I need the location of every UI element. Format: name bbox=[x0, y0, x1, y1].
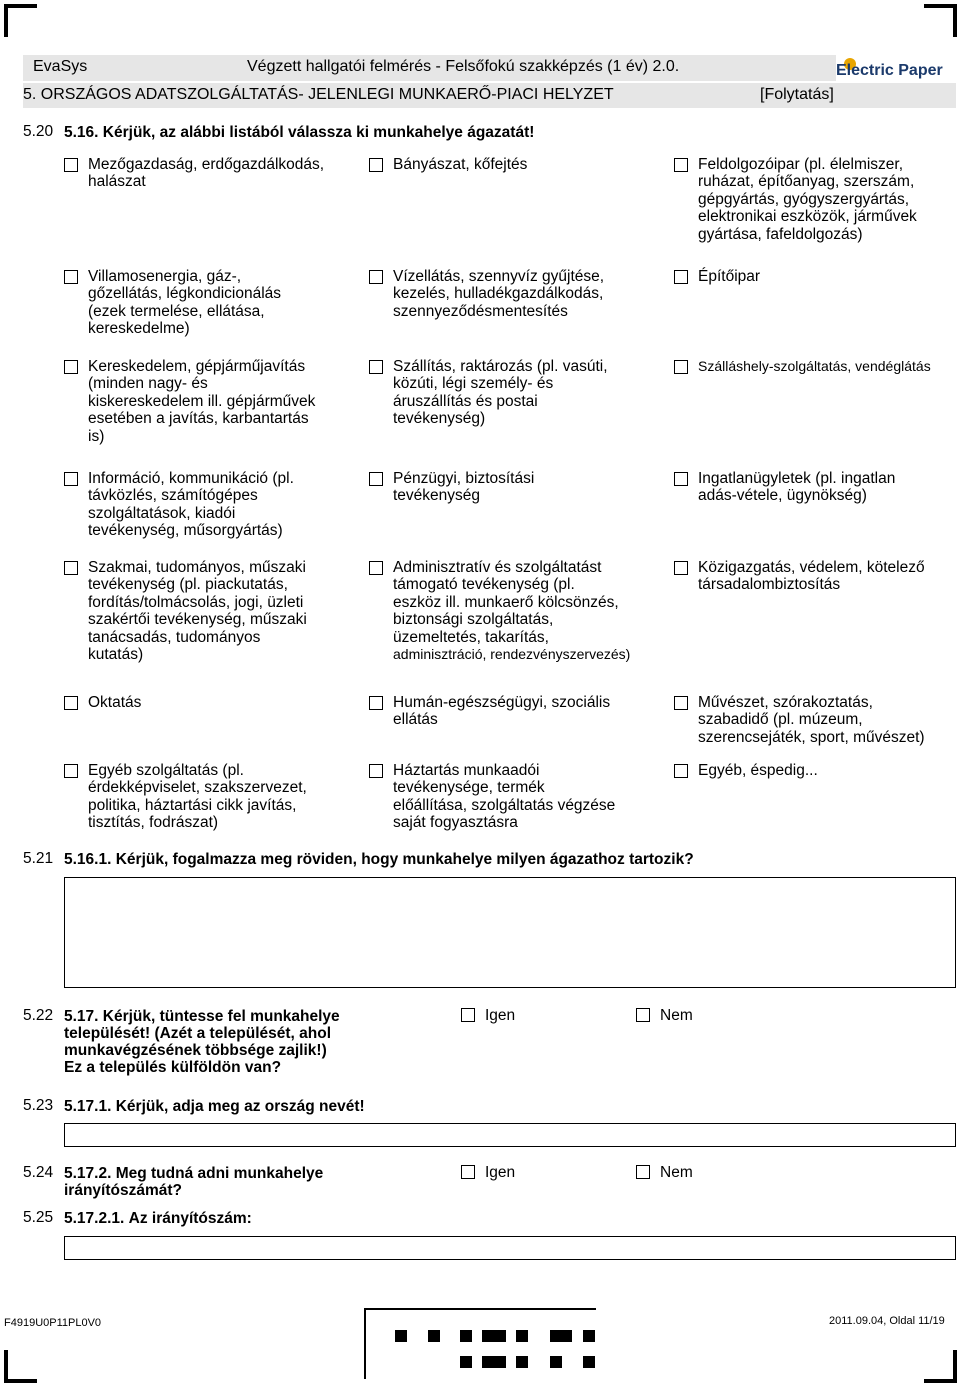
sector-checkbox[interactable] bbox=[674, 472, 688, 486]
form-id: F4919U0P11PL0V0 bbox=[4, 1317, 102, 1329]
sector-checkbox[interactable] bbox=[64, 696, 78, 710]
sector-checkbox[interactable] bbox=[674, 360, 688, 374]
no-label: Nem bbox=[660, 1164, 693, 1181]
sector-option-line: érdekképviselet, szakszervezet, bbox=[88, 779, 307, 797]
sector-option-line: Mezőgazdaság, erdőgazdálkodás, bbox=[88, 156, 325, 173]
question-label: Az irányítószám: bbox=[128, 1210, 252, 1227]
sector-option-label bbox=[698, 156, 917, 243]
sector-option-line: (minden nagy- és bbox=[88, 375, 208, 393]
sector-option-line: tevékenység) bbox=[393, 410, 486, 428]
sector-option-line: Közigazgatás, védelem, kötelező bbox=[698, 559, 925, 576]
question-code: 5.17.1. bbox=[64, 1098, 112, 1115]
sector-option-line: Ingatlanügyletek (pl. ingatlan bbox=[698, 470, 896, 487]
question-text bbox=[64, 1165, 323, 1199]
question-code: 5.16.1. bbox=[64, 851, 112, 868]
sector-checkbox[interactable] bbox=[369, 270, 383, 284]
sector-option-line: elektronikai eszközök, járművek bbox=[698, 208, 917, 226]
sector-option-line: kiskereskedelem ill. gépjárművek bbox=[88, 392, 316, 410]
sector-checkbox[interactable] bbox=[64, 270, 78, 284]
sector-checkbox[interactable] bbox=[369, 360, 383, 374]
sector-option-line: szolgáltatások, kiadói bbox=[88, 504, 236, 522]
postal-code-input[interactable] bbox=[64, 1236, 956, 1260]
sector-option-line: Humán-egészségügyi, szociális bbox=[393, 694, 611, 711]
question-number: 5.20 bbox=[23, 123, 54, 140]
sector-option-label bbox=[88, 762, 307, 832]
sector-option-line: halászat bbox=[88, 173, 146, 191]
sector-checkbox[interactable] bbox=[369, 158, 383, 172]
question-number: 5.23 bbox=[23, 1097, 54, 1114]
sector-option-line: Egyéb szolgáltatás (pl. bbox=[88, 762, 244, 779]
sector-option-line: kereskedelme) bbox=[88, 320, 190, 338]
question-line: települését! (Azét a települését, ahol bbox=[64, 1025, 332, 1042]
sector-option-label bbox=[88, 358, 315, 445]
sector-checkbox[interactable] bbox=[64, 764, 78, 778]
sector-option-line: Adminisztratív és szolgáltatást bbox=[393, 559, 602, 576]
sector-option-line: tisztítás, fodrászat) bbox=[88, 814, 219, 832]
question-line: munkavégzésének többsége zajlik!) bbox=[64, 1042, 327, 1059]
survey-title: Végzett hallgatói felmérés - Felsőfokú szakképzés (1 év) 2.0. bbox=[247, 58, 680, 75]
sector-option-label bbox=[698, 559, 925, 594]
sector-option-line: Kereskedelem, gépjárműjavítás bbox=[88, 358, 306, 375]
question-line: 5.17.2. Meg tudná adni munkahelye bbox=[64, 1165, 324, 1182]
corner-mark-bl bbox=[4, 1379, 37, 1383]
sector-option-label bbox=[698, 358, 931, 375]
sector-option-label bbox=[698, 762, 818, 779]
sector-option-line: adminisztráció, rendezvényszervezés) bbox=[393, 646, 631, 663]
sector-option-label bbox=[393, 156, 527, 173]
sector-option-line: Információ, kommunikáció (pl. bbox=[88, 470, 294, 487]
sector-option-label bbox=[393, 559, 630, 663]
question-line: Ez a település külföldön van? bbox=[64, 1059, 282, 1076]
sector-option-line: fordítás/tolmácsolás, jogi, üzleti bbox=[88, 593, 304, 611]
question-number: 5.22 bbox=[23, 1007, 54, 1024]
sector-option-line: Építőipar bbox=[698, 268, 761, 285]
question-number: 5.25 bbox=[23, 1209, 54, 1226]
question-line: irányítószámát? bbox=[64, 1182, 183, 1199]
sector-option-line: tevékenység bbox=[393, 487, 481, 505]
question-text bbox=[64, 851, 694, 868]
sector-option-line: is) bbox=[88, 427, 105, 445]
sector-option-line: (ezek termelése, ellátása, bbox=[88, 302, 265, 320]
sector-option-label bbox=[88, 694, 141, 711]
sector-option-label bbox=[393, 268, 604, 320]
sector-checkbox[interactable] bbox=[369, 696, 383, 710]
sector-option-line: esetében a javítás, karbantartás bbox=[88, 410, 309, 428]
question-number: 5.21 bbox=[23, 850, 54, 867]
sector-checkbox[interactable] bbox=[369, 764, 383, 778]
sector-option-line: tanácsadás, tudományos bbox=[88, 628, 261, 646]
question-code: 5.16. bbox=[64, 124, 99, 141]
sector-option-line: Szállítás, raktározás (pl. vasúti, bbox=[393, 358, 608, 375]
form-header bbox=[23, 55, 956, 108]
sector-option-line: tevékenység, műsorgyártás) bbox=[88, 522, 283, 540]
sector-option-line: adás-vétele, ügynökség) bbox=[698, 487, 867, 505]
sector-option-line: kezelés, hulladékgazdálkodás, bbox=[393, 285, 604, 303]
sector-option-line: szabadidő (pl. múzeum, bbox=[698, 711, 863, 729]
question-label: Kérjük, fogalmazza meg röviden, hogy munkahelye milyen ágazathoz tartozik? bbox=[115, 851, 694, 868]
section-suffix: [Folytatás] bbox=[760, 86, 834, 103]
sector-option-line: tevékenység (pl. piackutatás, bbox=[88, 576, 288, 594]
sector-option-label bbox=[393, 470, 534, 505]
sector-option-line: Egyéb, éspedig... bbox=[698, 762, 818, 779]
corner-mark-tl-v bbox=[4, 4, 8, 37]
yes-label: Igen bbox=[485, 1164, 516, 1181]
sector-option-line: tevékenysége, termék bbox=[393, 779, 545, 797]
sector-option-label bbox=[88, 559, 307, 663]
sector-option-line: Villamosenergia, gáz-, bbox=[88, 268, 242, 285]
sector-option-line: gőzellátás, légkondicionálás bbox=[88, 285, 282, 303]
no-label: Nem bbox=[660, 1007, 693, 1024]
sector-checkbox[interactable] bbox=[369, 561, 383, 575]
section-title: 5. ORSZÁGOS ADATSZOLGÁLTATÁS- JELENLEGI MUNKAERŐ-PIACI HELYZET bbox=[23, 86, 614, 103]
sector-option-line: Feldolgozóipar (pl. élelmiszer, bbox=[698, 156, 904, 173]
question-number: 5.24 bbox=[23, 1164, 54, 1181]
sector-text-area[interactable] bbox=[64, 877, 956, 988]
corner-mark-br-v bbox=[953, 1350, 957, 1383]
sector-checkbox[interactable] bbox=[64, 561, 78, 575]
logo-text: Electric Paper bbox=[836, 62, 943, 79]
sector-option-label bbox=[698, 694, 925, 746]
question-text bbox=[64, 1098, 365, 1115]
sector-option-line: támogató tevékenység (pl. bbox=[393, 576, 575, 594]
sector-option-label bbox=[88, 268, 281, 338]
sector-option-line: szakértői tevékenység, műszaki bbox=[88, 611, 307, 629]
no-checkbox[interactable] bbox=[636, 1165, 650, 1179]
sector-option-line: eszköz ill. munkaerő kölcsönzés, bbox=[393, 593, 619, 611]
sector-option-line: ellátás bbox=[393, 711, 438, 729]
app-name: EvaSys bbox=[33, 58, 88, 75]
sector-option-line: ruházat, építőanyag, szerszám, bbox=[698, 173, 915, 191]
sector-option-line: saját fogyasztásra bbox=[393, 814, 518, 832]
sector-option-line: politika, háztartási cikk javítás, bbox=[88, 796, 297, 814]
yes-checkbox[interactable] bbox=[461, 1008, 475, 1022]
sector-option-line: kutatás) bbox=[88, 646, 144, 664]
electric-paper-logo bbox=[836, 55, 956, 81]
page-info: 2011.09.04, Oldal 11/19 bbox=[829, 1315, 945, 1327]
sector-checkbox[interactable] bbox=[64, 158, 78, 172]
question-code: 5.17.2.1. bbox=[64, 1210, 125, 1227]
sector-option-label bbox=[88, 156, 324, 191]
question-label: Kérjük, adja meg az ország nevét! bbox=[115, 1098, 365, 1115]
section-bar bbox=[23, 83, 956, 108]
sector-checkbox[interactable] bbox=[674, 764, 688, 778]
sector-option-line: üzemeltetés, takarítás, bbox=[393, 628, 549, 646]
sector-option-line: áruszállítás és postai bbox=[393, 392, 538, 410]
sector-option-label bbox=[393, 358, 608, 428]
sector-checkbox[interactable] bbox=[369, 472, 383, 486]
sector-option-line: gyártása, fafeldolgozás) bbox=[698, 225, 863, 243]
question-text bbox=[64, 1210, 252, 1227]
corner-mark-tl bbox=[4, 4, 37, 8]
question-label: Kérjük, az alábbi listából válassza ki munkahelye ágazatát! bbox=[102, 124, 535, 141]
sector-checkbox[interactable] bbox=[674, 158, 688, 172]
sector-option-line: Háztartás munkaadói bbox=[393, 762, 540, 779]
question-text bbox=[64, 1008, 340, 1076]
sector-option-line: gépgyártás, gyógyszergyártás, bbox=[698, 190, 910, 208]
question-line: 5.17. Kérjük, tüntesse fel munkahelye bbox=[64, 1008, 340, 1025]
sector-option-line: szerencsejáték, sport, művészet) bbox=[698, 728, 925, 746]
sector-option-line: Vízellátás, szennyvíz gyűjtése, bbox=[393, 268, 605, 285]
question-text bbox=[64, 124, 534, 141]
corner-mark-bl-v bbox=[4, 1350, 8, 1383]
country-input[interactable] bbox=[64, 1123, 956, 1147]
sector-checkbox[interactable] bbox=[674, 561, 688, 575]
sector-option-line: közúti, légi személy- és bbox=[393, 375, 554, 393]
sector-option-line: Oktatás bbox=[88, 694, 142, 711]
sector-checkbox[interactable] bbox=[674, 696, 688, 710]
sector-option-label bbox=[393, 694, 610, 729]
sector-option-line: előállítása, szolgáltatás végzése bbox=[393, 796, 616, 814]
sector-option-line: Szálláshely-szolgáltatás, vendéglátás bbox=[698, 358, 931, 374]
sector-option-line: távközlés, számítógépes bbox=[88, 487, 258, 505]
sector-option-line: biztonsági szolgáltatás, bbox=[393, 611, 554, 629]
sector-checkbox[interactable] bbox=[64, 360, 78, 374]
sector-option-line: Pénzügyi, biztosítási bbox=[393, 470, 535, 487]
corner-mark-tr-v bbox=[953, 4, 957, 37]
sector-option-label bbox=[698, 470, 895, 505]
header-bar bbox=[23, 55, 956, 81]
yes-checkbox[interactable] bbox=[461, 1165, 475, 1179]
sector-option-line: Művészet, szórakoztatás, bbox=[698, 694, 873, 711]
yes-label: Igen bbox=[485, 1007, 516, 1024]
sector-option-label bbox=[698, 268, 760, 285]
sector-option-line: szennyeződésmentesítés bbox=[393, 302, 568, 320]
sector-option-label bbox=[393, 762, 615, 832]
no-checkbox[interactable] bbox=[636, 1008, 650, 1022]
sector-option-line: Szakmai, tudományos, műszaki bbox=[88, 559, 306, 576]
sector-option-label bbox=[88, 470, 294, 540]
sector-checkbox[interactable] bbox=[64, 472, 78, 486]
sector-option-line: Bányászat, kőfejtés bbox=[393, 156, 528, 173]
sector-checkbox[interactable] bbox=[674, 270, 688, 284]
sector-option-line: társadalombiztosítás bbox=[698, 576, 841, 594]
